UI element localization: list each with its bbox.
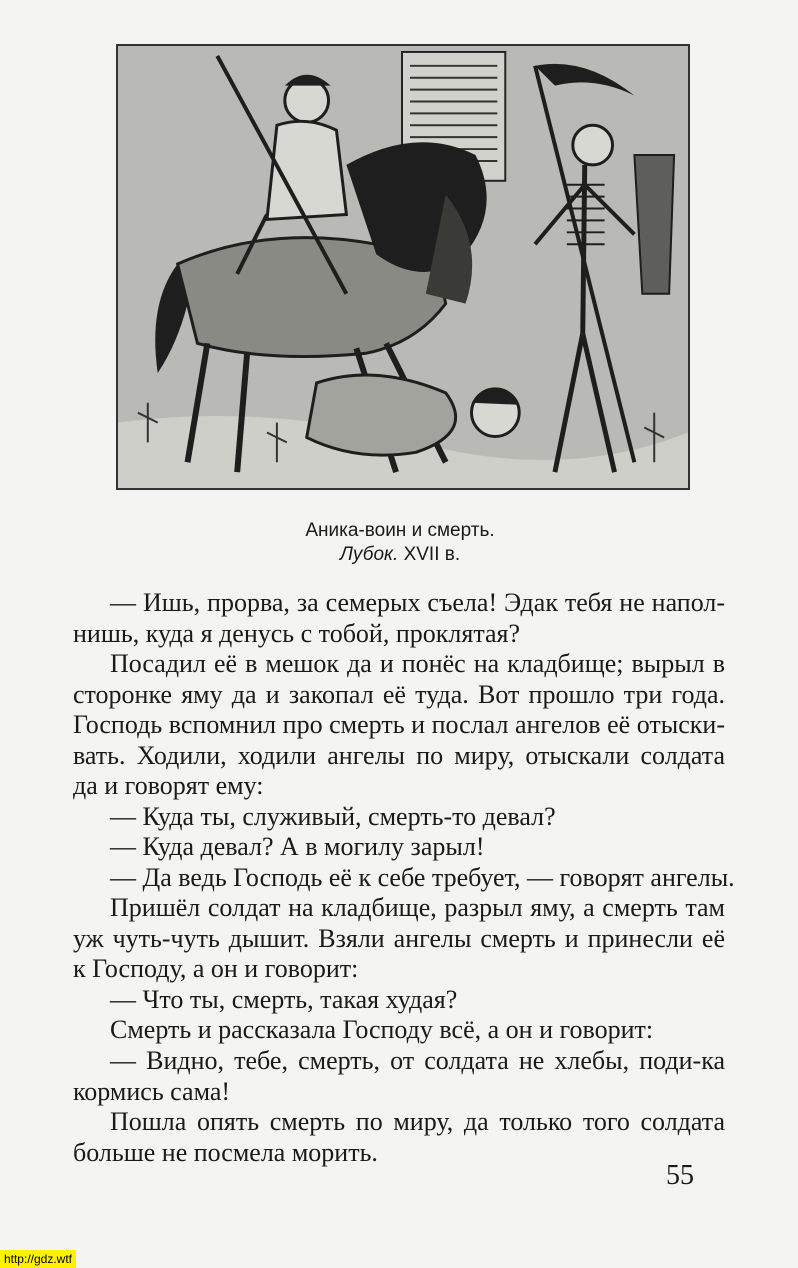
text-line: — Куда ты, служивый, смерть-то девал? [110,802,556,831]
illustration-anika-and-death [116,44,690,490]
paragraph-7 [73,985,725,1016]
text-line: Смерть и рассказала Господу всё, а он и говорит: [110,1015,654,1044]
site-watermark-link[interactable]: http://gdz.wtf [0,1250,76,1268]
paragraph-5 [73,863,735,894]
paragraph-10 [73,1107,725,1168]
text-line: да и говорят ему: [73,771,264,800]
text-line: — Да ведь Господь её к себе требует, — говорят ангелы. [110,863,735,892]
woodcut-image [118,46,688,488]
text-line: кормись сама! [73,1076,231,1106]
text-line: сторонке яму да и закопал её туда. Вот прошло три года. [73,679,725,709]
caption-century: XVII в. [398,544,461,565]
text-line: — Куда девал? А в могилу зарыл! [110,832,485,861]
paragraph-9 [73,1046,725,1107]
caption-title: Аника-воин и смерть. [305,520,495,541]
page-number: 55 [666,1160,694,1191]
paragraph-2 [73,649,725,802]
paragraph-6 [73,893,725,985]
text-line: вать. Ходили, ходили ангелы по миру, отыскали солдата [73,740,725,770]
text-line: к Господу, а он и говорит: [73,954,359,983]
text-line: Пошла опять смерть по миру, да только того солдата [110,1107,725,1136]
text-line: — Видно, тебе, смерть, от солдата не хлебы, поди-ка [110,1046,725,1075]
text-line: Господь вспомнил про смерть и послал ангелов её отыски- [73,710,725,739]
paragraph-4 [73,832,725,863]
text-line: — Что ты, смерть, такая худая? [110,985,458,1014]
caption-subtitle [200,544,600,566]
paragraph-3 [73,802,725,833]
text-line: Посадил её в мешок да и понёс на кладбище; вырыл в [110,649,725,678]
paragraph-8 [73,1015,725,1046]
text-line: уж чуть-чуть дышит. Взяли ангелы смерть и принесли её [73,923,725,953]
text-line: Пришёл солдат на кладбище, разрыл яму, а смерть там [110,893,725,922]
paragraph-1 [73,588,725,649]
text-line: нишь, куда я денусь с тобой, проклятая? [73,618,521,648]
text-line: — Ишь, прорва, за семерых съела! Эдак тебя не напол- [110,588,725,617]
text-line: больше не посмела морить. [73,1137,378,1167]
caption-genre: Лубок. [339,544,399,565]
